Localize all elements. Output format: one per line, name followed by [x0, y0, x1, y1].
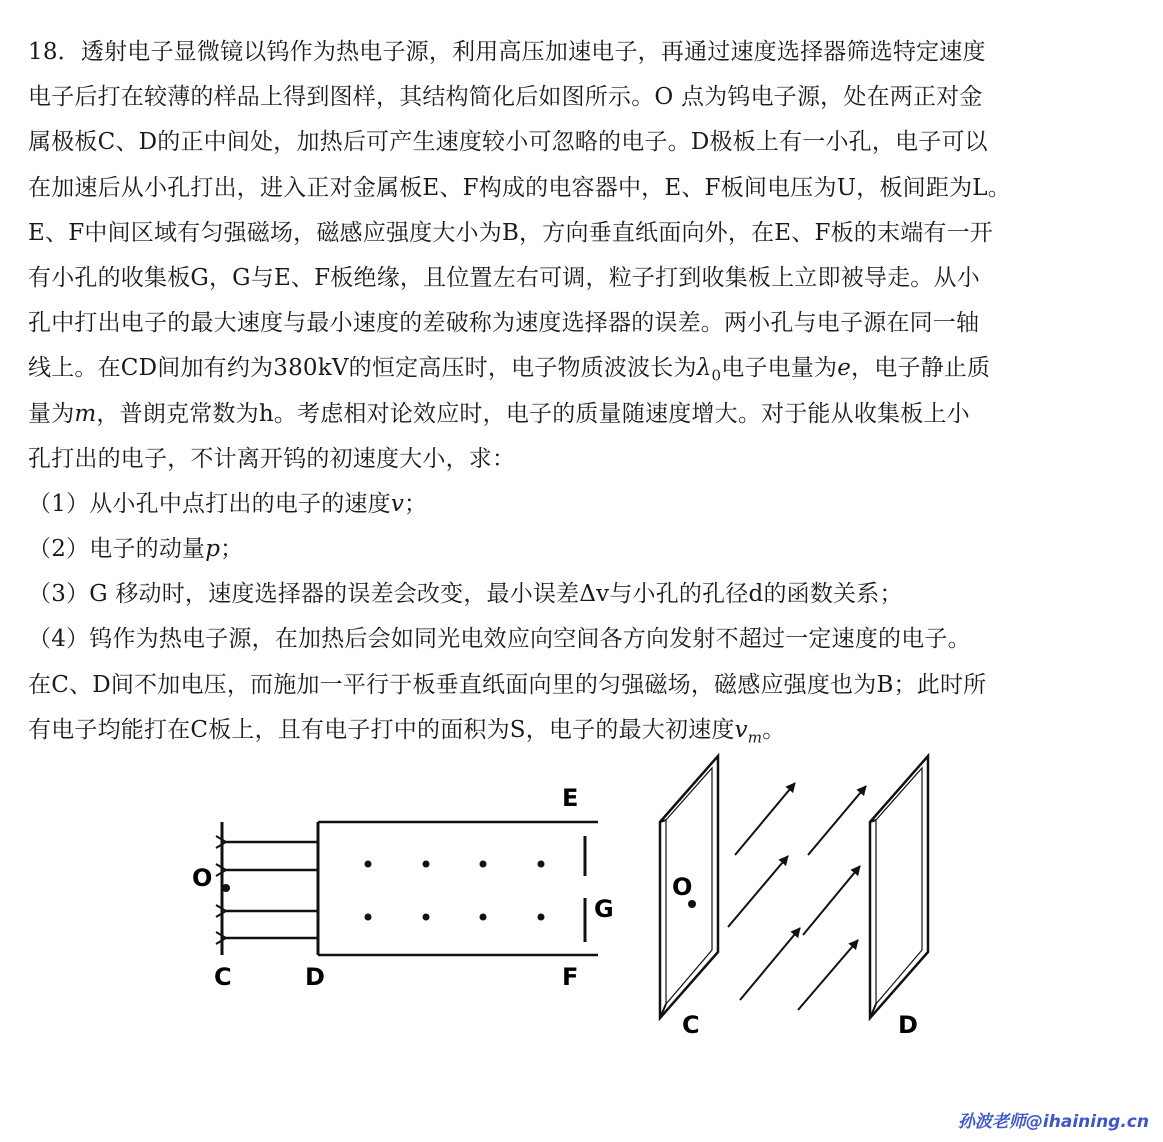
watermark: 孙波老师@ihaining.cn [957, 1112, 1149, 1132]
figures [0, 745, 1163, 1045]
text-segment: 。 [762, 716, 786, 743]
text-line: 电子后打在较薄的样品上得到图样，其结构简化后如图所示。O 点为钨电子源，处在两正对金 [28, 84, 983, 111]
text-line: 孔中打出电子的最大速度与最小速度的差破称为速度选择器的误差。两小孔与电子源在同一轴 [28, 310, 980, 337]
label-e: E [562, 784, 579, 812]
text-line: 孔打出的电子，不计离开钨的初速度大小，求： [28, 445, 516, 472]
b-arrow [808, 786, 866, 855]
text-segment: ； [404, 490, 428, 517]
b-arrow [728, 856, 788, 927]
source-point-o [222, 884, 230, 892]
field-dot [423, 861, 430, 868]
figure-2 [660, 756, 928, 1039]
text-segment: 量为 [28, 400, 75, 427]
question-3: （3）G 移动时，速度选择器的误差会改变，最小误差Δv与小孔的孔径d的函数关系； [28, 581, 903, 608]
text-line [28, 392, 1138, 437]
plate-d-3d [870, 756, 928, 1018]
question-2 [28, 527, 1138, 572]
label-d2: D [898, 1011, 918, 1039]
text-line [28, 346, 1138, 391]
p-symbol: p [205, 536, 221, 563]
field-dot [480, 914, 487, 921]
field-dot [365, 914, 372, 921]
field-dot [538, 914, 545, 921]
text-line: 有小孔的收集板G，G与E、F板绝缘，且位置左右可调，粒子打到收集板上立即被导走。从小 [28, 264, 980, 291]
figure-1 [192, 784, 614, 991]
problem-text [28, 30, 1138, 753]
text-segment: ； [220, 536, 244, 563]
question-4: （4）钨作为热电子源，在加热后会如同光电效应向空间各方向发射不超过一定速度的电子。 [28, 626, 971, 653]
label-c2: C [682, 1011, 700, 1039]
label-c: C [214, 963, 232, 991]
text-segment: 有电子均能打在C板上，且有电子打中的面积为S，电子的最大初速度 [28, 716, 735, 743]
text-segment: （2）电子的动量 [28, 536, 206, 563]
label-o2: O [672, 873, 693, 901]
b-arrow [735, 783, 795, 855]
label-f: F [562, 963, 579, 991]
field-arrows [226, 842, 318, 938]
text-line: E、F中间区域有匀强磁场，磁感应强度大小为B，方向垂直纸面向外，在E、F板的末端有一开 [28, 219, 993, 246]
b-arrow [803, 866, 860, 935]
e-symbol: e [837, 355, 852, 382]
lambda-symbol: λ [696, 355, 712, 382]
field-dot [538, 861, 545, 868]
text-line: 在加速后从小孔打出，进入正对金属板E、F构成的电容器中，E、F板间电压为U，板间距为L。 [28, 174, 1011, 201]
text-line: 属极板C、D的正中间处，加热后可产生速度较小可忽略的电子。D极板上有一小孔，电子可以 [28, 129, 988, 156]
question-1 [28, 482, 1138, 527]
vm-subscript: m [747, 728, 763, 747]
field-dot [480, 861, 487, 868]
v-symbol: v [390, 490, 405, 517]
text-line: 18．透射电子显微镜以钨作为热电子源，利用高压加速电子，再通过速度选择器筛选特定速度 [28, 39, 986, 65]
vm-symbol: v [734, 716, 748, 743]
label-g: G [594, 895, 614, 923]
label-d: D [305, 963, 325, 991]
source-point-o2 [688, 900, 696, 908]
text-segment: （1）从小孔中点打出的电子的速度 [28, 490, 391, 517]
text-segment: 电子电量为 [721, 355, 838, 382]
text-segment: ，普朗克常数为h。考虑相对论效应时，电子的质量随速度增大。对于能从收集板上小 [96, 400, 970, 427]
field-dot [423, 914, 430, 921]
b-arrow [798, 940, 858, 1010]
label-o: O [192, 864, 213, 892]
field-dot [365, 861, 372, 868]
lambda-subscript: 0 [711, 366, 722, 385]
text-segment: ，电子静止质 [851, 355, 991, 382]
m-symbol: m [74, 400, 97, 427]
magnetic-field-dots [365, 861, 545, 921]
b-field-arrows [728, 783, 866, 1010]
text-segment: 线上。在CD间加有约为380kV的恒定高压时，电子物质波波长为 [28, 355, 697, 382]
b-arrow [740, 928, 800, 1000]
text-line: 在C、D间不加电压，而施加一平行于板垂直纸面向里的匀强磁场，磁感应强度也为B；此时所 [28, 671, 987, 698]
